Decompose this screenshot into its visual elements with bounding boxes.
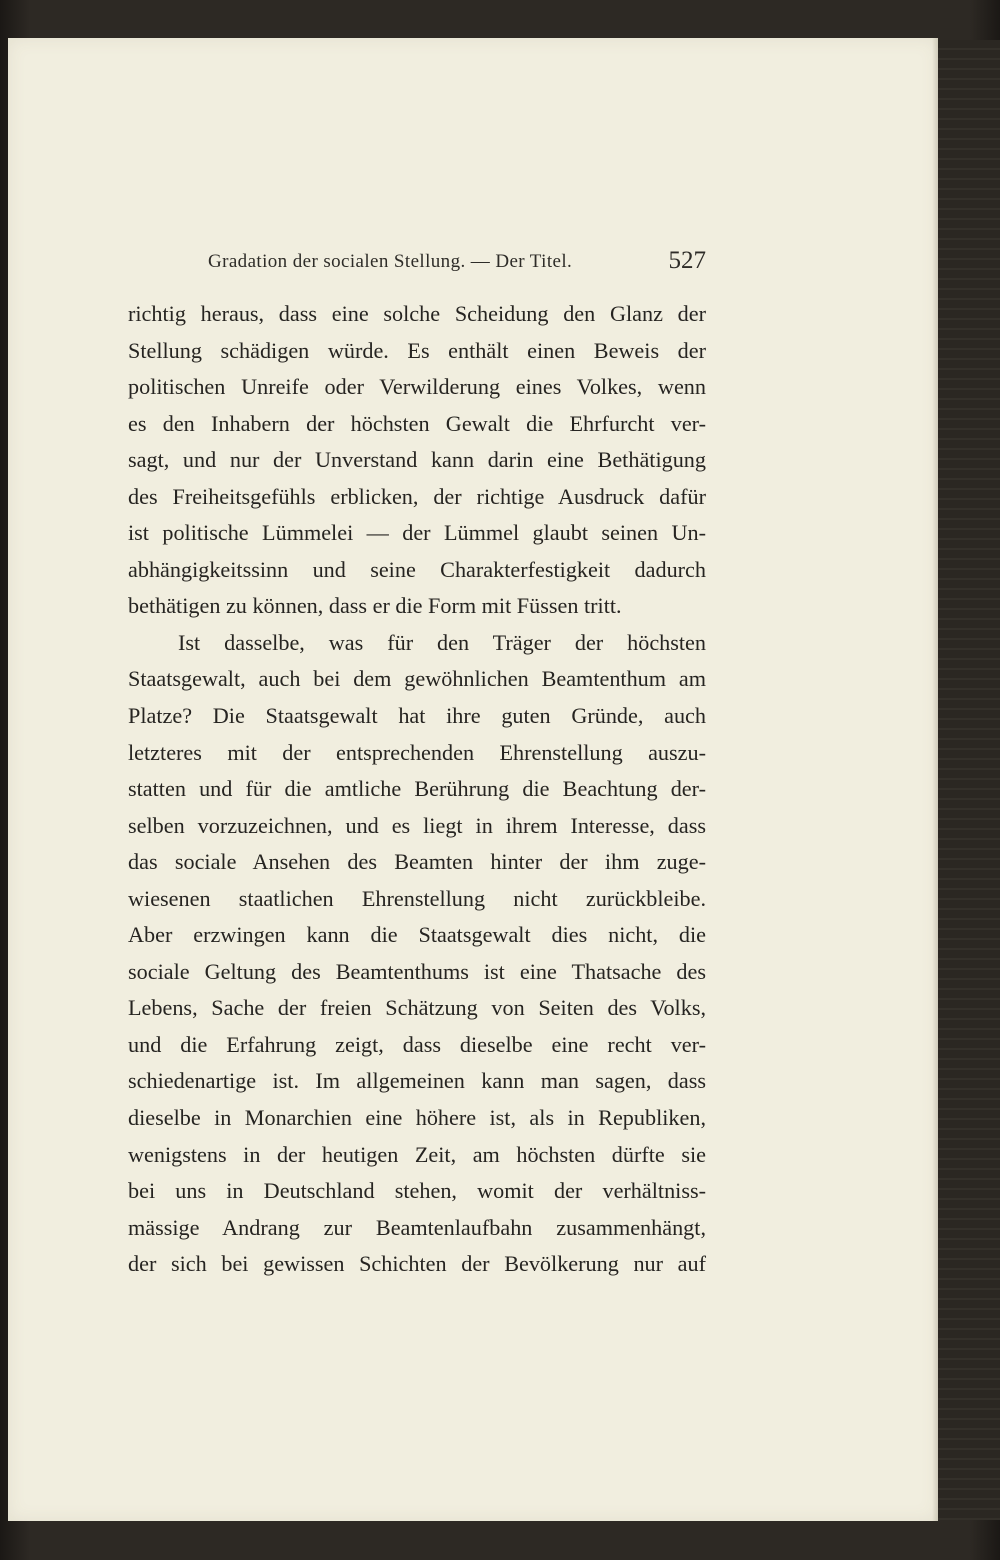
book-fore-edge [938, 40, 1000, 1520]
text-line: politischen Unreife oder Verwilderung eines Volkes, wenn [128, 374, 706, 400]
text-line: der sich bei gewissen Schichten der Bevölkerung nur auf [128, 1251, 706, 1277]
paragraph-start-line: Ist dasselbe, was für den Träger der höchsten [178, 629, 706, 655]
running-head [208, 246, 706, 278]
book-page [8, 38, 938, 1521]
text-line: selben vorzuzeichnen, und es liegt in ihrem Interesse, dass [128, 812, 706, 838]
text-line: und die Erfahrung zeigt, dass dieselbe eine recht ver- [128, 1031, 706, 1057]
text-line: letzteres mit der entsprechenden Ehrenstellung auszu- [128, 739, 706, 765]
text-line: wiesenen staatlichen Ehrenstellung nicht zurückbleibe. [128, 885, 706, 911]
text-line: wenigstens in der heutigen Zeit, am höchsten dürfte sie [128, 1141, 706, 1167]
body-text [128, 296, 706, 1283]
text-line: dieselbe in Monarchien eine höhere ist, als in Republiken, [128, 1105, 706, 1131]
text-line: statten und für die amtliche Berührung die Beachtung der- [128, 776, 706, 802]
running-title: Gradation der socialen Stellung. — Der Titel. [208, 251, 573, 272]
text-line: sociale Geltung des Beamtenthums ist eine Thatsache des [128, 958, 706, 984]
text-line: Staatsgewalt, auch bei dem gewöhnlichen Beamtenthum am [128, 666, 706, 692]
paragraph-end-line: bethätigen zu können, dass er die Form mit Füssen tritt. [128, 593, 622, 619]
text-line: es den Inhabern der höchsten Gewalt die Ehrfurcht ver- [128, 410, 706, 436]
text-line: ist politische Lümmelei — der Lümmel glaubt seinen Un- [128, 520, 706, 546]
page-number: 527 [668, 247, 706, 274]
text-line: Platze? Die Staatsgewalt hat ihre guten Gründe, auch [128, 703, 706, 729]
text-line: bei uns in Deutschland stehen, womit der verhältniss- [128, 1178, 706, 1204]
text-line: sagt, und nur der Unverstand kann darin eine Bethätigung [128, 447, 706, 473]
text-line: abhängigkeitssinn und seine Charakterfestigkeit dadurch [128, 556, 706, 582]
text-line: Aber erzwingen kann die Staatsgewalt dies nicht, die [128, 922, 706, 948]
text-line: Lebens, Sache der freien Schätzung von Seiten des Volks, [128, 995, 706, 1021]
text-line: Stellung schädigen würde. Es enthält einen Beweis der [128, 337, 706, 363]
text-line: schiedenartige ist. Im allgemeinen kann man sagen, dass [128, 1068, 706, 1094]
text-line: richtig heraus, dass eine solche Scheidung den Glanz der [128, 301, 706, 326]
text-line: mässige Andrang zur Beamtenlaufbahn zusammenhängt, [128, 1214, 706, 1240]
text-line: des Freiheitsgefühls erblicken, der richtige Ausdruck dafür [128, 483, 706, 509]
text-line: das sociale Ansehen des Beamten hinter der ihm zuge- [128, 849, 706, 875]
